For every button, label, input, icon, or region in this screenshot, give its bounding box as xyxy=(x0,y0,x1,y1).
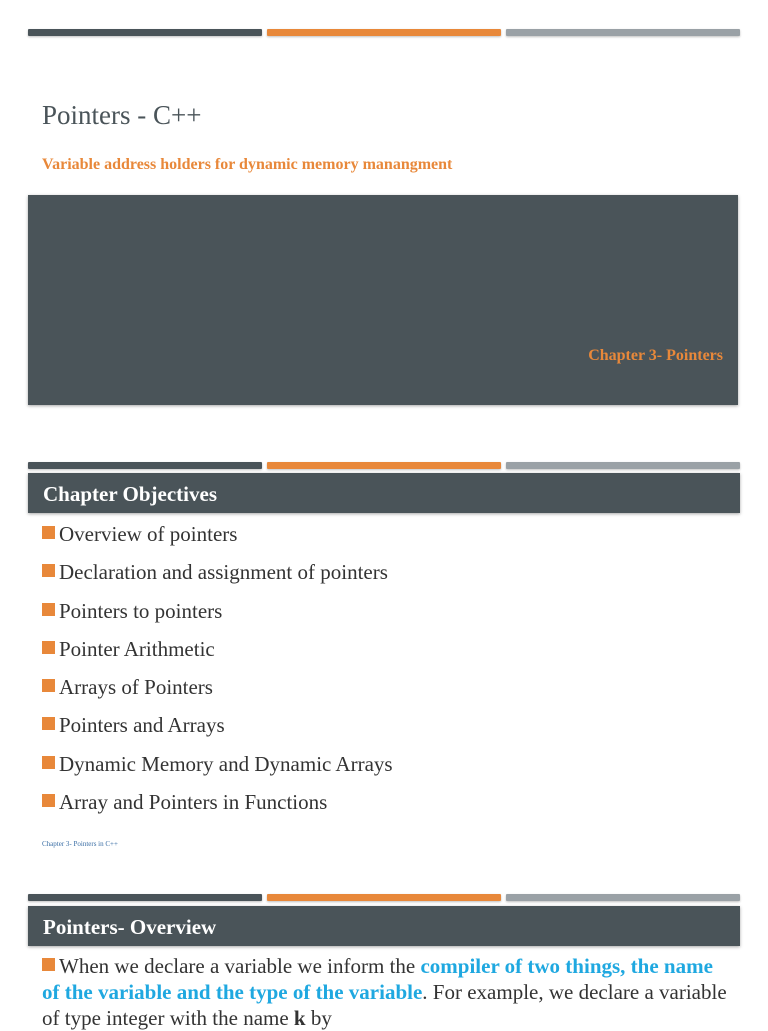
decorative-top-bars xyxy=(28,462,740,469)
square-bullet-icon xyxy=(42,526,55,539)
slide-title: Pointers - C++ xyxy=(42,100,202,130)
list-item: Pointer Arithmetic xyxy=(42,635,393,673)
overview-paragraph: When we declare a variable we inform the compiler of two things, the name of the variable and the type of the variable. For example, we declare a variable of type integer with the name k by xyxy=(42,954,727,1030)
square-bullet-icon xyxy=(42,794,55,807)
square-bullet-icon xyxy=(42,717,55,730)
bar-grey xyxy=(506,894,740,901)
chapter-label: Chapter 3- Pointers xyxy=(588,347,723,364)
decorative-top-bars xyxy=(28,29,740,36)
list-item: Array and Pointers in Functions xyxy=(42,788,393,826)
bar-orange xyxy=(267,894,501,901)
section-header-title: Pointers- Overview xyxy=(43,915,217,939)
square-bullet-icon xyxy=(42,641,55,654)
square-bullet-icon xyxy=(42,958,55,971)
bar-orange xyxy=(267,29,501,36)
section-header-title: Chapter Objectives xyxy=(43,482,217,506)
list-item: Dynamic Memory and Dynamic Arrays xyxy=(42,750,393,788)
list-item: Overview of pointers xyxy=(42,520,393,558)
slide-subtitle: Variable address holders for dynamic memory manangment xyxy=(42,156,453,173)
square-bullet-icon xyxy=(42,756,55,769)
title-panel xyxy=(28,195,738,405)
bar-grey xyxy=(506,462,740,469)
highlighted-text: compiler of two things, the name of the variable and the type of the variable xyxy=(42,954,713,1004)
bar-dark xyxy=(28,29,262,36)
list-item: Pointers and Arrays xyxy=(42,711,393,749)
bar-dark xyxy=(28,894,262,901)
square-bullet-icon xyxy=(42,564,55,577)
square-bullet-icon xyxy=(42,679,55,692)
bar-grey xyxy=(506,29,740,36)
objectives-list xyxy=(42,520,393,826)
section-header xyxy=(28,473,740,513)
slide-footer: Chapter 3- Pointers in C++ xyxy=(42,840,118,848)
decorative-top-bars xyxy=(28,894,740,901)
bold-variable-name: k xyxy=(293,1006,306,1030)
bar-orange xyxy=(267,462,501,469)
bar-dark xyxy=(28,462,262,469)
list-item: Pointers to pointers xyxy=(42,597,393,635)
list-item: Declaration and assignment of pointers xyxy=(42,558,393,596)
list-item: Arrays of Pointers xyxy=(42,673,393,711)
square-bullet-icon xyxy=(42,603,55,616)
section-header xyxy=(28,906,740,946)
